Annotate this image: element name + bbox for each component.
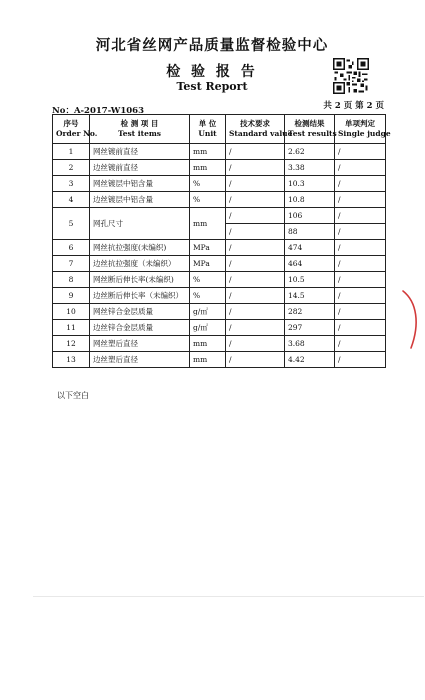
cell-no: 8 bbox=[53, 272, 90, 288]
cell-judge: / bbox=[335, 144, 386, 160]
stamp-edge-icon bbox=[395, 288, 425, 353]
cell-result: 474 bbox=[285, 240, 335, 256]
cell-standard: / bbox=[226, 288, 285, 304]
cell-item: 边丝抗拉强度（未编织） bbox=[90, 256, 190, 272]
cell-no: 3 bbox=[53, 176, 90, 192]
cell-judge: / bbox=[335, 224, 386, 240]
cell-result: 14.5 bbox=[285, 288, 335, 304]
cell-unit: % bbox=[190, 272, 226, 288]
end-note: 以下空白 bbox=[57, 391, 89, 400]
cell-no: 12 bbox=[53, 336, 90, 352]
cell-item: 边丝塑后直径 bbox=[90, 352, 190, 368]
cell-item: 网丝抗拉强度(未编织) bbox=[90, 240, 190, 256]
cell-judge: / bbox=[335, 304, 386, 320]
cell-item: 边丝断后伸长率（未编织） bbox=[90, 288, 190, 304]
header-standard-value: 技术要求 Standard value bbox=[226, 115, 285, 144]
cell-no: 11 bbox=[53, 320, 90, 336]
cell-unit: g/㎡ bbox=[190, 304, 226, 320]
cell-standard: / bbox=[226, 240, 285, 256]
cell-unit: mm bbox=[190, 144, 226, 160]
cell-unit: mm bbox=[190, 336, 226, 352]
cell-standard: / bbox=[226, 208, 285, 224]
cell-judge: / bbox=[335, 192, 386, 208]
cell-unit: % bbox=[190, 176, 226, 192]
table-row bbox=[53, 160, 386, 176]
page-indicator: 共 2 页 第 2 页 bbox=[323, 101, 384, 111]
cell-result: 106 bbox=[285, 208, 335, 224]
cell-no: 5 bbox=[53, 208, 90, 240]
cell-judge: / bbox=[335, 256, 386, 272]
cell-standard: / bbox=[226, 272, 285, 288]
cell-standard: / bbox=[226, 320, 285, 336]
cell-standard: / bbox=[226, 224, 285, 240]
cell-judge: / bbox=[335, 272, 386, 288]
table-header-row bbox=[53, 115, 386, 144]
cell-no: 1 bbox=[53, 144, 90, 160]
cell-item: 网丝断后伸长率(未编织) bbox=[90, 272, 190, 288]
cell-unit: MPa bbox=[190, 240, 226, 256]
cell-item: 网孔尺寸 bbox=[90, 208, 190, 240]
cell-item: 网丝镀层中铝含量 bbox=[90, 176, 190, 192]
table-row bbox=[53, 304, 386, 320]
table-row bbox=[53, 240, 386, 256]
cell-judge: / bbox=[335, 160, 386, 176]
cell-result: 3.38 bbox=[285, 160, 335, 176]
institute-title: 河北省丝网产品质量监督检验中心 bbox=[95, 37, 329, 54]
cell-result: 10.3 bbox=[285, 176, 335, 192]
cell-no: 2 bbox=[53, 160, 90, 176]
header-single-judge: 单项判定 Single judge bbox=[335, 115, 386, 144]
cell-standard: / bbox=[226, 304, 285, 320]
cell-result: 10.8 bbox=[285, 192, 335, 208]
cell-item: 边丝锌合金层质量 bbox=[90, 320, 190, 336]
table-row bbox=[53, 144, 386, 160]
report-number: No：A-2017-W1063 bbox=[52, 106, 144, 116]
cell-result: 88 bbox=[285, 224, 335, 240]
cell-unit: mm bbox=[190, 160, 226, 176]
cell-judge: / bbox=[335, 176, 386, 192]
table-row bbox=[53, 208, 386, 224]
cell-unit: % bbox=[190, 288, 226, 304]
cell-standard: / bbox=[226, 160, 285, 176]
cell-unit: mm bbox=[190, 208, 226, 240]
cell-standard: / bbox=[226, 336, 285, 352]
table-row bbox=[53, 288, 386, 304]
cell-no: 4 bbox=[53, 192, 90, 208]
cell-judge: / bbox=[335, 288, 386, 304]
table-row bbox=[53, 256, 386, 272]
table-row bbox=[53, 320, 386, 336]
cell-item: 边丝镀层中铝含量 bbox=[90, 192, 190, 208]
cell-result: 282 bbox=[285, 304, 335, 320]
report-title-cn: 检 验 报 告 bbox=[166, 64, 258, 80]
cell-result: 297 bbox=[285, 320, 335, 336]
cell-no: 13 bbox=[53, 352, 90, 368]
cell-standard: / bbox=[226, 352, 285, 368]
cell-result: 464 bbox=[285, 256, 335, 272]
cell-result: 4.42 bbox=[285, 352, 335, 368]
results-table bbox=[52, 114, 391, 368]
cell-result: 10.5 bbox=[285, 272, 335, 288]
cell-judge: / bbox=[335, 208, 386, 224]
header-test-items: 检 测 项 目 Test items bbox=[90, 115, 190, 144]
cell-judge: / bbox=[335, 352, 386, 368]
cell-no: 7 bbox=[53, 256, 90, 272]
qr-code-icon bbox=[333, 58, 369, 94]
cell-result: 2.62 bbox=[285, 144, 335, 160]
cell-item: 边丝镀前直径 bbox=[90, 160, 190, 176]
header-order-no: 序号 Order No. bbox=[53, 115, 90, 144]
table-row bbox=[53, 176, 386, 192]
table-row bbox=[53, 192, 386, 208]
cell-judge: / bbox=[335, 336, 386, 352]
cell-standard: / bbox=[226, 256, 285, 272]
cell-judge: / bbox=[335, 240, 386, 256]
cell-unit: % bbox=[190, 192, 226, 208]
table-row bbox=[53, 336, 386, 352]
cell-unit: MPa bbox=[190, 256, 226, 272]
table-row bbox=[53, 272, 386, 288]
cell-unit: mm bbox=[190, 352, 226, 368]
cell-standard: / bbox=[226, 144, 285, 160]
cell-item: 网丝塑后直径 bbox=[90, 336, 190, 352]
header-test-results: 检测结果 Test results bbox=[285, 115, 335, 144]
cell-standard: / bbox=[226, 192, 285, 208]
report-title-en: Test Report bbox=[176, 80, 248, 93]
cell-no: 9 bbox=[53, 288, 90, 304]
cell-no: 6 bbox=[53, 240, 90, 256]
header-unit: 单 位 Unit bbox=[190, 115, 226, 144]
cell-standard: / bbox=[226, 176, 285, 192]
cell-result: 3.68 bbox=[285, 336, 335, 352]
cell-judge: / bbox=[335, 320, 386, 336]
cell-item: 网丝镀前直径 bbox=[90, 144, 190, 160]
scan-edge-line bbox=[33, 596, 424, 597]
cell-item: 网丝锌合金层质量 bbox=[90, 304, 190, 320]
cell-no: 10 bbox=[53, 304, 90, 320]
cell-unit: g/㎡ bbox=[190, 320, 226, 336]
table-row bbox=[53, 352, 386, 368]
